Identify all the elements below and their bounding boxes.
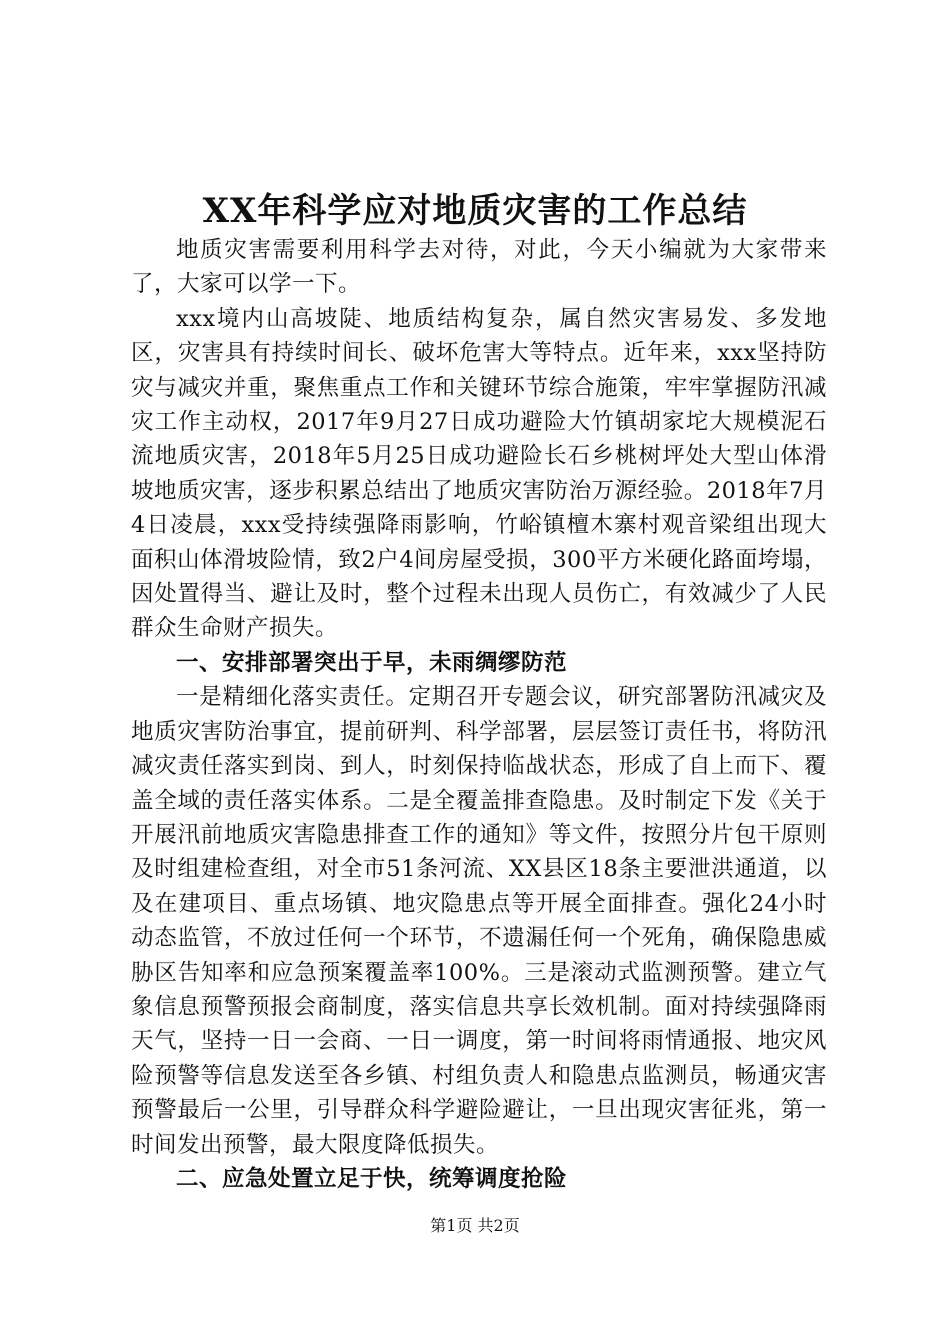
section-1-paragraph: 一是精细化落实责任。定期召开专题会议，研究部署防汛减灾及地质灾害防治事宜，提前研判、科学部署，层层签订责任书，将防汛减灾责任落实到岗、到人，时刻保持临战状态，形成了自上而下、覆盖全域的责任落实体系。二是全覆盖排查隐患。及时制定下发《关于开展汛前地质灾害隐患排查工作的通知》等文件，按照分片包干原则及时组建检查组，对全市51条河流、XX县区18条主要泄洪通道，以及在建项目、重点场镇、地灾隐患点等开展全面排查。强化24小时动态监管，不放过任何一个环节，不遗漏任何一个死角，确保隐患威胁区告知率和应急预案覆盖率100%。三是滚动式监测预警。建立气象信息预警预报会商制度，落实信息共享长效机制。面对持续强降雨天气，坚持一日一会商、一日一调度，第一时间将雨情通报、地灾风险预警等信息发送至各乡镇、村组负责人和隐患点监测员，畅通灾害预警最后一公里，引导群众科学避险避让，一旦出现灾害征兆，第一时间发出预警，最大限度降低损失。 [131,684,827,1158]
document-body [131,233,827,1196]
section-heading-1: 一、安排部署突出于早，未雨绸缪防范 [176,649,568,676]
document-title: XX年科学应对地质灾害的工作总结 [202,191,748,231]
section-heading-2: 二、应急处置立足于快，统筹调度抢险 [176,1165,568,1192]
overview-paragraph: xxx境内山高坡陡、地质结构复杂，属自然灾害易发、多发地区，灾害具有持续时间长、破坏危害大等特点。近年来，xxx坚持防灾与减灾并重，聚焦重点工作和关键环节综合施策，牢牢掌握防汛减灾工作主动权，2017年9月27日成功避险大竹镇胡家坨大规模泥石流地质灾害，2018年5月25日成功避险长石乡桃树坪处大型山体滑坡地质灾害，逐步积累总结出了地质灾害防治万源经验。2018年7月4日凌晨，xxx受持续强降雨影响，竹峪镇檀木寨村观音梁组出现大面积山体滑坡险情，致2户4间房屋受损，300平方米硬化路面垮塌，因处置得当、避让及时，整个过程未出现人员伤亡，有效减少了人民群众生命财产损失。 [131,305,827,642]
intro-paragraph: 地质灾害需要利用科学去对待，对此，今天小编就为大家带来了，大家可以学一下。 [131,237,827,298]
page-footer: 第1页 共2页 [430,1216,520,1235]
